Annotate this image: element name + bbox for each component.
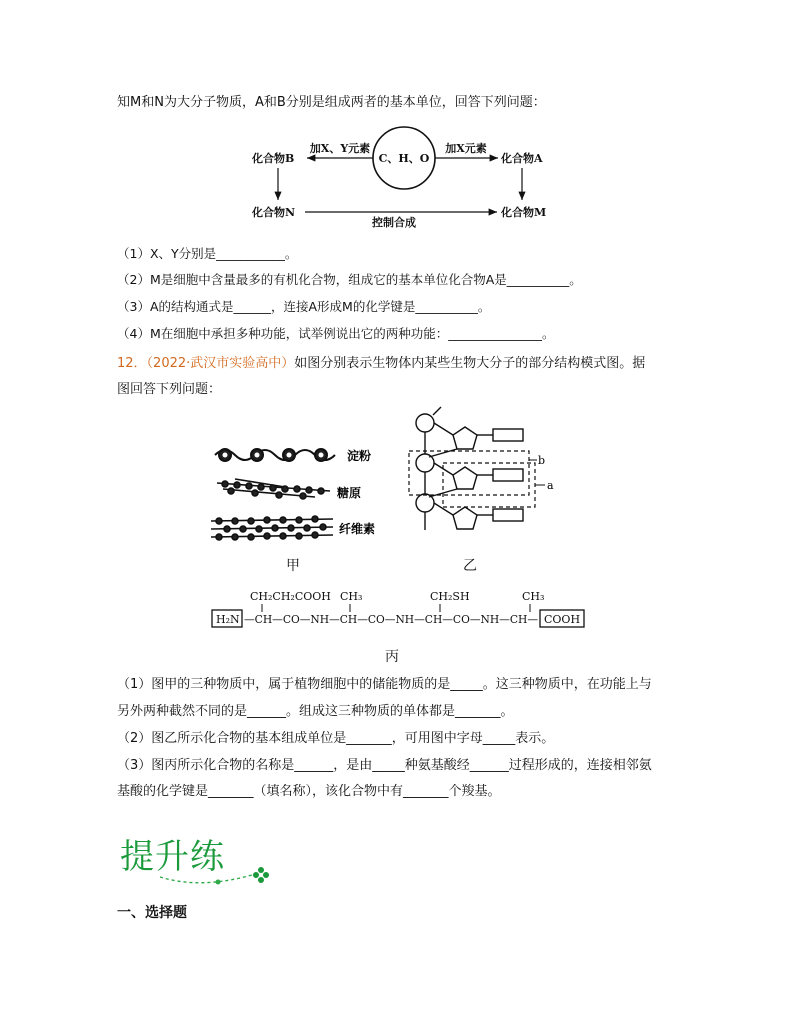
- nh2-group: H₂N: [216, 613, 240, 626]
- q12-stem-line2: 图回答下列问题：: [117, 382, 222, 397]
- q11-item-4: （4）M在细胞中承担多种功能，试举例说出它的两种功能：_______________。: [117, 326, 555, 341]
- q12-stem-line1: [117, 355, 645, 373]
- bottom-arrow-label: 控制合成: [372, 216, 416, 229]
- compound-n: 化合物N: [252, 206, 296, 219]
- glycogen-chain: [217, 479, 330, 499]
- side-chain-3: CH₂SH: [430, 590, 470, 603]
- q11-item-1: （1）X、Y分别是___________。: [117, 246, 298, 261]
- q12-source: （2022·武汉市实验高中）: [146, 356, 295, 371]
- q12-sub-3a: （3）图丙所示化合物的名称是______，是由_____种氨基酸经______过程形成的，连接相邻氨: [117, 758, 652, 773]
- flow-diagram: [240, 118, 570, 230]
- fig-jia-label: 甲: [286, 558, 300, 574]
- right-arrow-label: 加X元素: [445, 142, 487, 155]
- jia-item-cellulose: 纤维素: [339, 522, 376, 536]
- jia-item-starch: 淀粉: [347, 449, 372, 463]
- fig-bing-label: 丙: [385, 649, 399, 665]
- starch-chain: [215, 449, 335, 461]
- nucleotide-chain: [416, 407, 523, 530]
- flower-icon: [253, 867, 269, 883]
- banner-decoration: [156, 863, 276, 889]
- q12-sub-2: （2）图乙所示化合物的基本组成单位是_______，可用图中字母_____表示。: [117, 731, 555, 746]
- q11-item-3: （3）A的结构通式是______，连接A形成M的化学键是__________。: [117, 299, 491, 314]
- center-label: C、H、O: [378, 152, 430, 165]
- fig-yi-label: 乙: [463, 558, 477, 574]
- compound-b: 化合物B: [252, 152, 295, 165]
- fig-bing-diagram: [210, 588, 590, 636]
- compound-m: 化合物M: [501, 206, 547, 219]
- fig-yi-diagram: [405, 405, 580, 545]
- marker-a: a: [547, 479, 554, 492]
- jia-item-glycogen: 糖原: [337, 486, 362, 500]
- q11-item-2: （2）M是细胞中含量最多的有机化合物，组成它的基本单位化合物A是__________。: [117, 272, 582, 287]
- q12-sub-3b: 基酸的化学键是_______（填名称），该化合物中有_______个羧基。: [117, 784, 501, 799]
- cooh-group: COOH: [544, 613, 581, 626]
- banner: [120, 835, 280, 890]
- q12-sub-1a: （1）图甲的三种物质中，属于植物细胞中的储能物质的是_____。这三种物质中，在功能上与: [117, 677, 652, 692]
- q12-stem-part1: 如图分别表示生物体内某些生物大分子的部分结构模式图。据: [294, 356, 646, 371]
- banner-title: 提升练: [120, 837, 225, 877]
- fig-jia-diagram: [205, 435, 395, 545]
- intro-text: 知M和N为大分子物质，A和B分别是组成两者的基本单位，回答下列问题：: [117, 95, 546, 110]
- compound-a: 化合物A: [501, 152, 543, 165]
- marker-b: b: [538, 454, 546, 467]
- left-arrow-label: 加X、Y元素: [309, 142, 371, 155]
- q12-number: 12．: [117, 356, 147, 371]
- side-chain-2: CH₃: [340, 590, 363, 603]
- side-chain-4: CH₃: [522, 590, 545, 603]
- side-chain-1: CH₂CH₂COOH: [250, 590, 331, 603]
- section-title: 一、选择题: [117, 905, 187, 921]
- cellulose-chain: [211, 516, 333, 540]
- peptide-backbone: —CH—CO—NH—CH—CO—NH—CH—CO—NH—CH—: [244, 613, 538, 626]
- q12-sub-1b: 另外两种截然不同的是______。组成这三种物质的单体都是_______。: [117, 704, 514, 719]
